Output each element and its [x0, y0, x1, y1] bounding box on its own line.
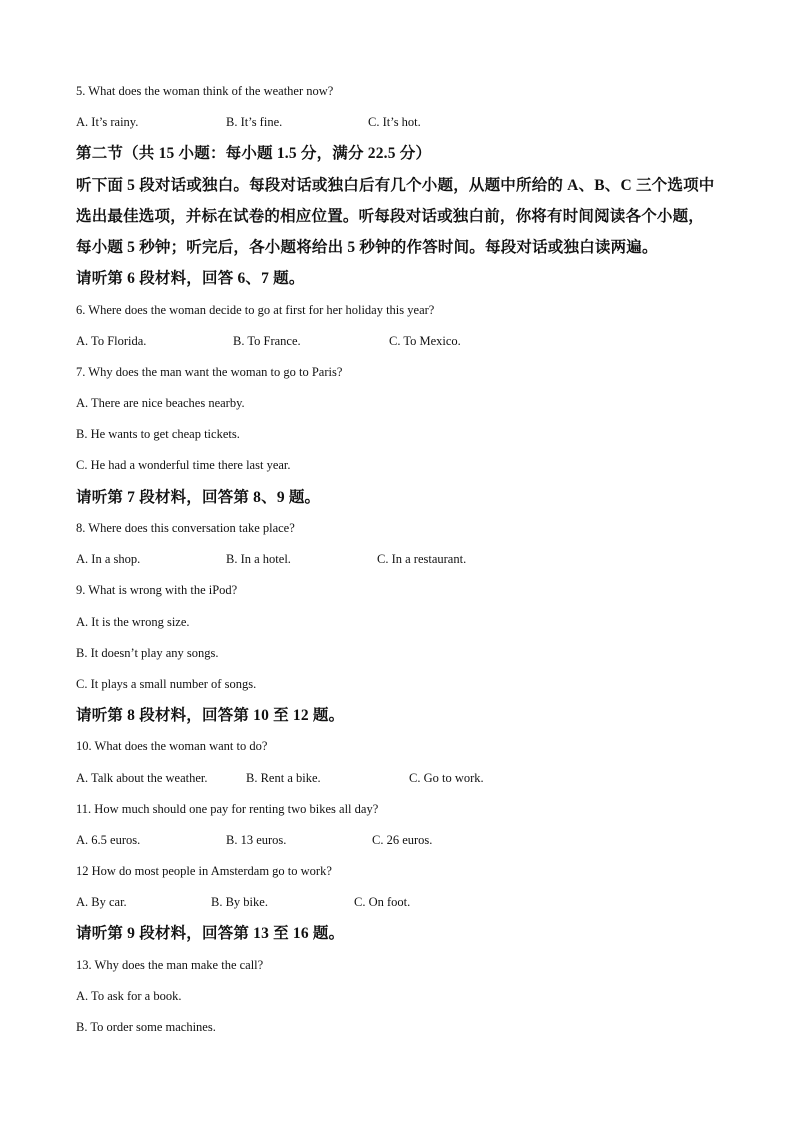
section-heading: 第二节（共 15 小题：每小题 1.5 分，满分 22.5 分） [76, 145, 432, 162]
option-c: C. Go to work. [409, 771, 484, 785]
option-9b: B. It doesn’t play any songs. [76, 646, 219, 660]
question-10: 10. What does the woman want to do? [76, 739, 268, 753]
option-c: C. To Mexico. [389, 334, 461, 348]
question-8: 8. Where does this conversation take place? [76, 521, 295, 535]
question-6: 6. Where does the woman decide to go at first for her holiday this year? [76, 303, 435, 317]
option-a: A. To Florida. [76, 334, 147, 348]
option-a: A. In a shop. [76, 552, 141, 566]
option-a: A. It’s rainy. [76, 115, 139, 129]
question-11: 11. How much should one pay for renting two bikes all day? [76, 802, 379, 816]
option-13a: A. To ask for a book. [76, 989, 182, 1003]
option-a: A. By car. [76, 895, 127, 909]
question-9: 9. What is wrong with the iPod? [76, 583, 238, 597]
option-c: C. In a restaurant. [377, 552, 467, 566]
option-b: B. To France. [233, 334, 301, 348]
option-7a: A. There are nice beaches nearby. [76, 396, 245, 410]
question-7: 7. Why does the man want the woman to go to Paris? [76, 365, 343, 379]
question-13: 13. Why does the man make the call? [76, 958, 264, 972]
question-5: 5. What does the woman think of the weather now? [76, 84, 334, 98]
passage-7-heading: 请听第 7 段材料，回答第 8、9 题。 [76, 489, 321, 506]
option-b: B. It’s fine. [226, 115, 283, 129]
option-9c: C. It plays a small number of songs. [76, 677, 257, 691]
option-b: B. By bike. [211, 895, 268, 909]
option-7b: B. He wants to get cheap tickets. [76, 427, 240, 441]
instruction-line-3: 每小题 5 秒钟；听完后，各小题将给出 5 秒钟的作答时间。每段对话或独白读两遍。 [76, 239, 658, 256]
passage-9-heading: 请听第 9 段材料，回答第 13 至 16 题。 [76, 925, 345, 942]
instruction-line-2: 选出最佳选项，并标在试卷的相应位置。听每段对话或独白前，你将有时间阅读各个小题， [76, 208, 705, 225]
option-a: A. 6.5 euros. [76, 833, 141, 847]
option-c: C. On foot. [354, 895, 411, 909]
option-c: C. It’s hot. [368, 115, 421, 129]
option-7c: C. He had a wonderful time there last year. [76, 458, 291, 472]
option-c: C. 26 euros. [372, 833, 433, 847]
question-12: 12 How do most people in Amsterdam go to work? [76, 864, 332, 878]
option-a: A. Talk about the weather. [76, 771, 208, 785]
option-b: B. Rent a bike. [246, 771, 321, 785]
option-b: B. 13 euros. [226, 833, 287, 847]
option-13b: B. To order some machines. [76, 1020, 216, 1034]
instruction-line-1: 听下面 5 段对话或独白。每段对话或独白后有几个小题，从题中所给的 A、B、C 三个选项中 [76, 177, 715, 194]
passage-8-heading: 请听第 8 段材料，回答第 10 至 12 题。 [76, 707, 345, 724]
option-b: B. In a hotel. [226, 552, 291, 566]
option-9a: A. It is the wrong size. [76, 615, 190, 629]
passage-6-heading: 请听第 6 段材料，回答 6、7 题。 [76, 270, 305, 287]
